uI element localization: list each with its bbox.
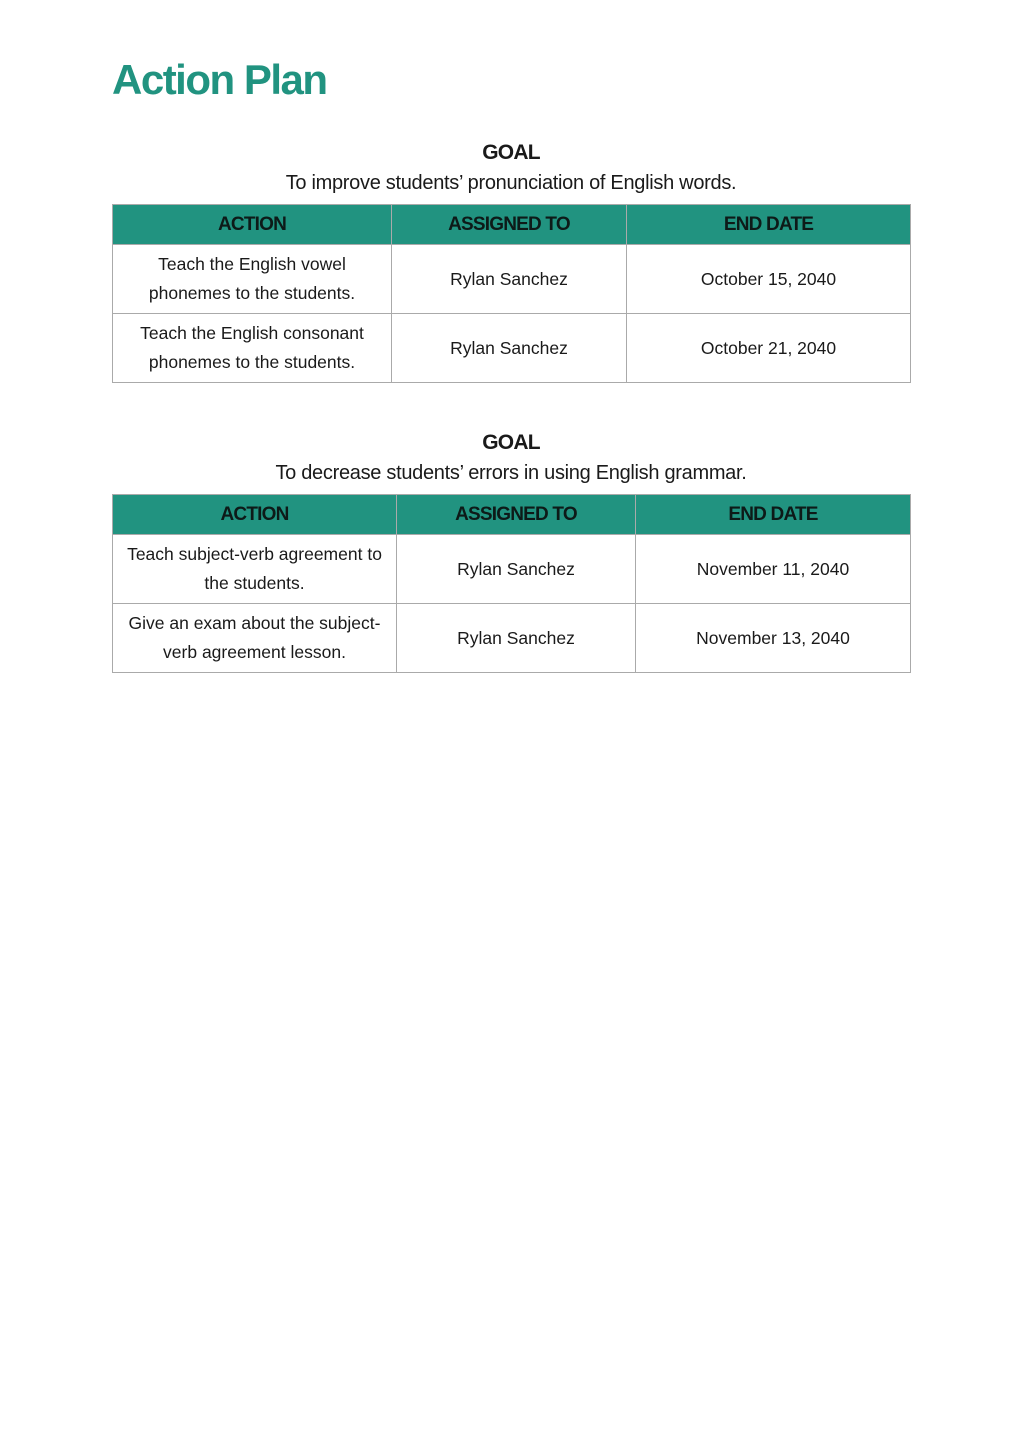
assigned-cell: Rylan Sanchez [392,314,627,383]
end-date-cell: November 13, 2040 [636,604,911,673]
assigned-cell: Rylan Sanchez [392,245,627,314]
action-table [112,494,911,673]
goal-text: To improve students’ pronunciation of English words. [285,172,737,194]
goal-section-1 [112,138,910,383]
assigned-cell: Rylan Sanchez [397,535,636,604]
end-date-cell: October 21, 2040 [627,314,911,383]
table-row [113,245,911,314]
assigned-cell: Rylan Sanchez [397,604,636,673]
action-cell: Teach the English consonant phonemes to the students. [113,314,392,383]
header-end-date: END DATE [627,205,911,245]
header-assigned-to: ASSIGNED TO [392,205,627,245]
table-header-row [113,205,911,245]
action-table [112,204,911,383]
goal-section-2 [112,428,910,673]
table-header-row [113,495,911,535]
end-date-cell: October 15, 2040 [627,245,911,314]
goal-label: GOAL [482,141,540,164]
action-cell: Teach the English vowel phonemes to the students. [113,245,392,314]
header-end-date: END DATE [636,495,911,535]
header-action: ACTION [113,495,397,535]
page-title: Action Plan [112,56,327,103]
table-row [113,314,911,383]
header-action: ACTION [113,205,392,245]
action-cell: Teach subject-verb agreement to the students. [113,535,397,604]
goal-text: To decrease students’ errors in using English grammar. [275,462,747,484]
header-assigned-to: ASSIGNED TO [397,495,636,535]
end-date-cell: November 11, 2040 [636,535,911,604]
table-row [113,604,911,673]
table-row [113,535,911,604]
action-cell: Give an exam about the subject-verb agreement lesson. [113,604,397,673]
goal-label: GOAL [482,431,540,454]
